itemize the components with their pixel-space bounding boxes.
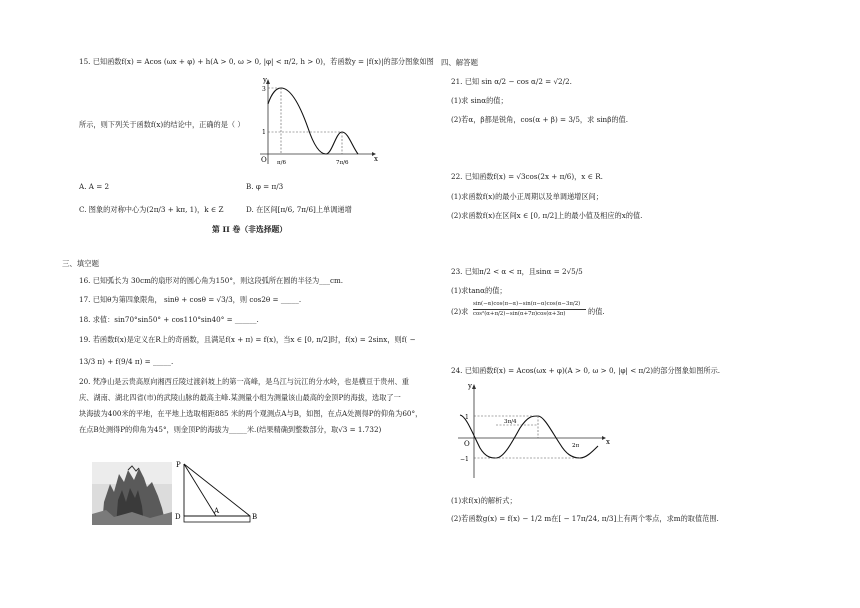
- q24-graph-x-label: x: [606, 438, 610, 446]
- q19-text-line2: 13/3 π) + f(9/4 π) = _____.: [79, 357, 174, 366]
- q22-part2: (2)求函数f(x)在区间x ∈ [0, π/2]上的最小值及相应的x的值.: [451, 211, 643, 220]
- q20-point-a: A: [214, 507, 220, 515]
- mountain-photo: [92, 462, 172, 525]
- q15-graph-tick-3: 3: [262, 86, 266, 93]
- q23-fraction-denominator: cos²(α+π/2)−sin(α+7π)cos(α+3π): [473, 311, 566, 317]
- q15-option-b: B. φ = π/3: [246, 182, 284, 191]
- q20-point-p: P: [176, 461, 181, 469]
- q24-graph-tick-3pi4: 3π/4: [504, 419, 517, 425]
- q15-stem-line1: 15. 已知函数f(x) = Acos (ωx + φ) + h(A > 0, ω > 0, |φ| < π/2, h > 0)，若函数y = |f(x)|的部分图象如图: [79, 57, 434, 66]
- q24-graph-tick-1: 1: [465, 414, 469, 421]
- q15-graph-tick-1: 1: [262, 129, 266, 136]
- q15-option-a: A. A = 2: [79, 182, 110, 191]
- q15-stem-line2: 所示，则下列关于函数f(x)的结论中，正确的是（ ）: [79, 120, 245, 129]
- q23-stem: 23. 已知π/2 < α < π，且sinα = 2√5/5: [451, 267, 583, 276]
- q23-fraction-bar: [473, 309, 586, 310]
- q22-stem: 22. 已知函数f(x) = √3cos(2x + π/6)，x ∈ R.: [451, 172, 603, 181]
- q18-text: 18. 求值：sin70°sin50° + cos110°sin40° = ______.: [79, 315, 259, 324]
- q15-option-c: C. 图象的对称中心为(2π/3 + kπ, 1)，k ∈ Z: [79, 205, 224, 214]
- q15-graph-tick-pi6: π/6: [277, 160, 286, 166]
- q15-graph-x-label: x: [374, 155, 378, 163]
- q15-graph-origin: O: [261, 156, 267, 164]
- q17-text: 17. 已知θ为第四象限角， sinθ + cosθ = √3/3，则 cos2θ = _____.: [79, 295, 302, 304]
- fill-in-section-title: 三、填空题: [62, 259, 99, 268]
- q23-part2-suffix: 的值.: [588, 307, 605, 316]
- q23-part2-prefix: (2)求: [451, 307, 469, 316]
- q15-option-d: D. 在区间[π/6, 7π/6]上单调递增: [246, 205, 352, 214]
- q20-text-line4: 在点B处测得P的仰角为45°，则金顶P的海拔为_____米.(结果精确到整数部分，取√3 = 1.732): [79, 425, 382, 434]
- q15-graph-y-label: y: [263, 76, 267, 84]
- q20-text-line3: 块海拔为400米的平地，在平地上选取相距885 米的两个观测点A与B，如图，在点A处测得P的仰角为60°，: [79, 409, 423, 418]
- q15-graph-tick-7pi6: 7π/6: [336, 160, 349, 166]
- q24-graph-y-label: y: [468, 382, 472, 390]
- q24-part2: (2)若函数g(x) = f(x) − 1/2 m在[ − 17π/24, π/3]上有两个零点，求m的取值范围.: [451, 514, 719, 523]
- q20-point-d: D: [175, 513, 181, 521]
- q20-point-b: B: [252, 513, 258, 521]
- q22-part1: (1)求函数f(x)的最小正周期以及单调递增区间；: [451, 192, 603, 201]
- q21-part2: (2)若α，β都是锐角，cos(α + β) = 3/5，求 sinβ的值.: [451, 115, 629, 124]
- q23-part1: (1)求tanα的值；: [451, 286, 507, 295]
- q21-part1: (1)求 sinα的值；: [451, 96, 508, 105]
- q20-triangle-figure: [172, 458, 264, 528]
- q15-graph: [250, 76, 380, 170]
- q19-text-line1: 19. 若函数f(x)是定义在R上的奇函数，且满足f(x + π) = f(x)，当x ∈ [0, π/2]时，f(x) = 2sinx，则f( −: [79, 335, 416, 344]
- q24-graph-tick-2pi: 2π: [572, 443, 580, 449]
- q20-text-line1: 20. 梵净山是云贵高原向湘西丘陵过渡斜坡上的第一高峰，是乌江与沅江的分水岭，也是横亘于贵州、重: [79, 377, 409, 386]
- section-ii-title: 第 II 卷（非选择题）: [212, 225, 288, 234]
- solution-section-title: 四、解答题: [441, 58, 478, 67]
- q24-graph: [452, 382, 612, 482]
- q24-stem: 24. 已知函数f(x) = Acos(ωx + φ)(A > 0, ω > 0, |φ| < π/2)的部分图象如图所示.: [451, 366, 721, 375]
- q24-graph-origin: O: [464, 440, 470, 448]
- q20-text-line2: 庆、湖南、湖北四省(市)的武陵山脉的最高主峰.某测量小组为测量该山最高的金顶P的海拔，选取了一: [79, 393, 401, 402]
- q16-text: 16. 已知弧长为 30cm的扇形对的圆心角为150°，则这段弧所在圆的半径为___cm.: [79, 276, 344, 285]
- q24-graph-tick-neg1: −1: [460, 456, 469, 463]
- q21-stem: 21. 已知 sin α/2 − cos α/2 = √2/2.: [451, 77, 572, 86]
- q24-part1: (1)求f(x)的解析式；: [451, 496, 517, 505]
- q23-fraction-numerator: sin(−α)cos(π−α)−sin(π−α)cos(α−3π/2): [473, 301, 581, 307]
